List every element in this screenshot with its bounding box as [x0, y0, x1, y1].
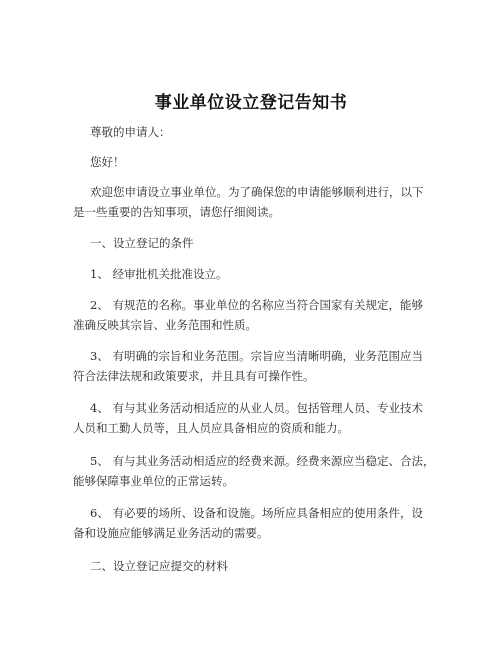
item2-line-2: 准确反映其宗旨、业务范围和性质。 [73, 318, 257, 332]
salutation-line: 尊敬的申请人： [90, 125, 171, 139]
intro-paragraph [73, 182, 435, 222]
intro-line-2: 是一些重要的告知事项，请您仔细阅读。 [73, 205, 280, 219]
item3-line-1: 3、 有明确的宗旨和业务范围。宗旨应当清晰明确，业务范围应当 [90, 349, 423, 363]
condition-item-5 [73, 451, 435, 491]
section1-heading-line: 一、设立登记的条件 [90, 236, 194, 250]
section-heading-conditions [73, 233, 435, 253]
greeting [73, 152, 435, 172]
item2-line-1: 2、 有规范的名称。事业单位的名称应当符合国家有关规定，能够 [90, 298, 423, 312]
document-title: 事业单位设立登记告知书 [154, 93, 348, 113]
section2-heading-line: 二、设立登记应提交的材料 [90, 559, 228, 573]
item1-line-1: 1、 经审批机关批准设立。 [90, 267, 228, 281]
item4-line-1: 4、 有与其业务活动相适应的从业人员。包括管理人员、专业技术 [90, 401, 423, 415]
condition-item-6 [73, 503, 435, 543]
item3-line-2: 符合法律法规和政策要求，并且具有可操作性。 [73, 369, 315, 383]
item6-line-2: 备和设施应能够满足业务活动的需要。 [73, 526, 269, 540]
condition-item-2 [73, 295, 435, 335]
item5-line-1: 5、 有与其业务活动相适应的经费来源。经费来源应当稳定、合法， [90, 454, 435, 468]
condition-item-1 [73, 264, 435, 284]
greeting-line: 您好！ [90, 155, 125, 169]
condition-item-4 [73, 398, 435, 438]
salutation [73, 122, 435, 142]
condition-item-3 [73, 346, 435, 386]
section-heading-materials [73, 556, 435, 576]
intro-line-1: 欢迎您申请设立事业单位。为了确保您的申请能够顺利进行，以下 [90, 185, 424, 199]
item5-line-2: 能够保障事业单位的正常运转。 [73, 474, 234, 488]
item6-line-1: 6、 有必要的场所、设备和设施。场所应具备相应的使用条件，设 [90, 506, 423, 520]
item4-line-2: 人员和工勤人员等，且人员应具备相应的资质和能力。 [73, 421, 349, 435]
